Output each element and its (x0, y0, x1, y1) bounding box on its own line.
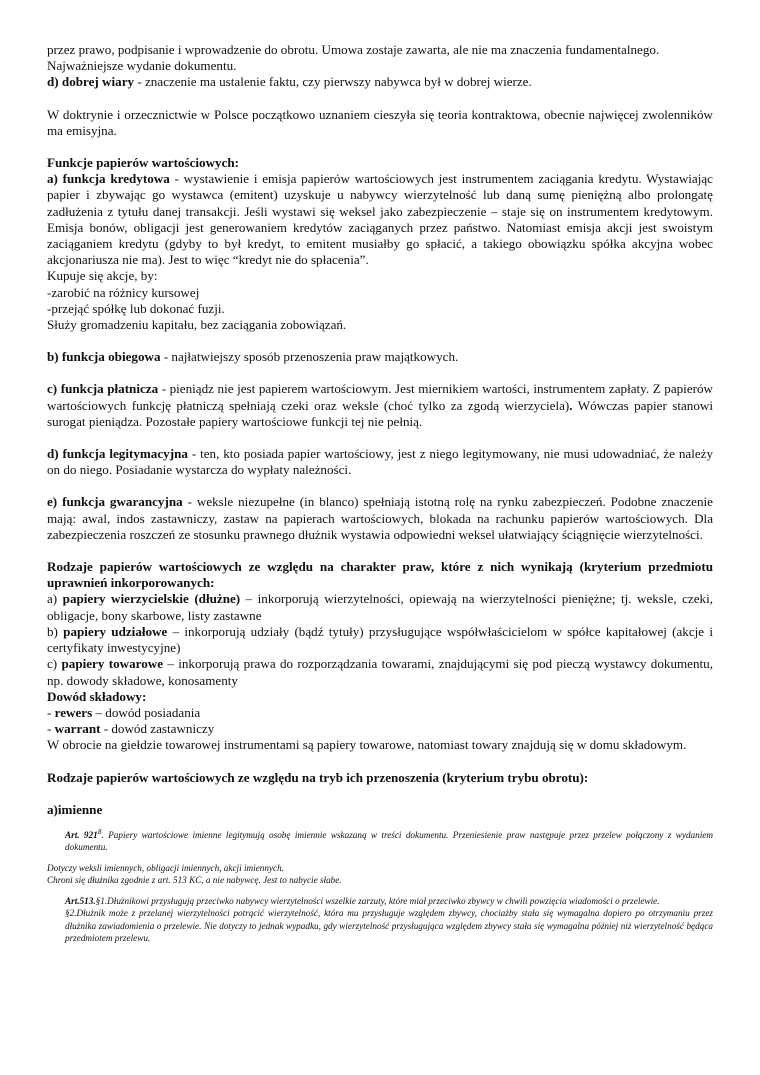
debt-securities-item (47, 591, 713, 623)
legitimation-function-text: - ten, kto posiada papier wartościowy, jest z niego legitymowany, nie musi udowadniać, że należy on do niego. Posiadanie wystarcza do wypłaty należności. (47, 446, 713, 478)
guarantee-function-label: e) funkcja gwarancyjna (47, 494, 183, 510)
credit-function-paragraph (47, 171, 713, 268)
circulation-function-text: - najłatwiejszy sposób przenoszenia praw majątkowych. (160, 349, 459, 365)
transfer-heading: Rodzaje papierów wartościowych ze względu na tryb ich przenoszenia (kryterium trybu obrotu): (47, 769, 589, 785)
payment-function-text-2: Wówczas papier stanowi surogat pieniądza. Pozostałe papiery wartościowe funkcji tej nie pełnią. (47, 397, 713, 429)
art-921-footnote (47, 826, 713, 854)
guarantee-function-paragraph (47, 494, 713, 543)
debt-securities-label: papiery wierzycielskie (dłużne) (62, 591, 241, 607)
good-faith-label: d) dobrej wiary (47, 74, 135, 90)
art-513-label: Art.513. (65, 895, 96, 906)
payment-function-label: c) funkcja płatnicza (47, 381, 159, 397)
credit-function-label: a) funkcja kredytowa (47, 171, 170, 187)
warrant-label: warrant (54, 721, 101, 737)
commodity-securities-text: – inkorporują prawa do rozporządzania towarami, znajdującymi się pod pieczą wystawcy dokumentu, np. dowody składowe, konosamenty (47, 656, 713, 688)
intro-line-1: przez prawo, podpisanie i wprowadzenie do obrotu. Umowa zostaje zawarta, ale nie ma znaczenia fundamentalnego. (47, 42, 660, 57)
rewers-prefix: - (47, 704, 55, 720)
legitimation-function-paragraph (47, 446, 713, 478)
registered-note-1: Dotyczy weksli imiennych, obligacji imiennych, akcji imiennych. (47, 862, 285, 873)
equity-securities-text: – inkorporują udziały (bądź tytuły) przysługujące współwłaścicielom w spółce kapitałowej (akcje i certyfikaty inwestycyjne) (47, 623, 713, 656)
art-513-section-1-text: §1.Dłużnikowi przysługują przeciwko nabywcy wierzytelności wszelkie zarzuty, które miał przeciwko zbywcy w chwili powzięcia wiadomości o przelewie. (95, 895, 660, 906)
intro-paragraph (47, 42, 713, 74)
payment-function-text-1: - pieniądz nie jest papierem wartościowym. Jest miernikiem wartości, instrumentem zapłaty. Z papierów wartościowych funkcję płatniczą spełniają czeki oraz weksle (choć tylko za zgodą wierzyciela) (47, 381, 713, 413)
registered-subheading: a)imienne (47, 801, 103, 817)
equity-securities-item (47, 624, 713, 656)
art-921-text: . Papiery wartościowe imienne legitymują osobę imiennie wskazaną w treści dokumentu. Przeniesienie praw następuje przez przelew połączony z wydaniem dokumentu. (65, 829, 713, 853)
art-513-section-2: §2.Dłużnik może z przelanej wierzytelności potrącić wierzytelność, która mu przysługuje względem zbywcy, chociażby stała się wymagalna dopiero po otrzymaniu przez dłużnika zawiadomienia o przelewie. Nie dotyczy to jednak wypadku, gdy wierzytelność przysługująca względem zbywcy stała się wymagalna później niż wierzytelność będąca przedmiotem przelewu. (65, 908, 713, 944)
commodity-exchange-paragraph: W obrocie na giełdzie towarowej instrumentami są papiery towarowe, natomiast towary znajdują się w domu składowym. (47, 737, 687, 753)
commodity-securities-item (47, 656, 713, 688)
equity-securities-prefix: b) (47, 623, 64, 639)
capital-sentence: Służy gromadzeniu kapitału, bez zaciągania zobowiązań. (47, 317, 347, 333)
rewers-text: – dowód posiadania (92, 704, 201, 720)
registered-note-2: Chroni się dłużnika zgodnie z art. 513 KC, a nie nabywcę. Jest to nabycie słabe. (47, 875, 342, 886)
good-faith-text: - znaczenie ma ustalenie faktu, czy pierwszy nabywca był w dobrej wierze. (134, 74, 532, 90)
functions-heading: Funkcje papierów wartościowych: (47, 155, 240, 171)
warehouse-receipt-heading: Dowód składowy: (47, 688, 147, 704)
rewers-item (47, 705, 713, 721)
buy-shares-intro: Kupuje się akcje, by: (47, 268, 158, 284)
art-921-label: Art. 921 (65, 829, 98, 840)
doctrine-paragraph: W doktrynie i orzecznictwie w Polsce początkowo uznaniem cieszyła się teoria kontraktowa, obecnie najwięcej zwolenników ma emisyjna. (47, 106, 713, 138)
debt-securities-text: – inkorporują wierzytelności, opiewają na wierzytelności pieniężne; tj. weksle, czeki, obligacje, bony skarbowe, listy zastawne (47, 591, 713, 623)
legitimation-function-label: d) funkcja legitymacyjna (47, 446, 188, 462)
payment-function-dot: . (569, 397, 573, 413)
debt-securities-prefix: a) (47, 591, 63, 607)
buy-reason-2: -przejąć spółkę lub dokonać fuzji. (47, 300, 225, 316)
intro-line-2: Najważniejsze wydanie dokumentu. (47, 58, 237, 74)
credit-function-text: - wystawienie i emisja papierów wartościowych jest instrumentem zaciągania kredytu. Wystawiając papier i zbywając go wystawca (emitent) uzyskuje u nabywcy wierzytelność lub daną sumę pieniężną albo prolongatę zadłużenia z tytułu danej transakcji. Jeśli wystawi się weksel jako zabezpieczenie – staje się on instrumentem kredytowym. Emisja bonów, obligacji jest generowaniem kredytów zaciąganych przez państwo. Natomiast emisja akcji jest swoistym zaciąganiem kredytu (gdyby to był kredyt, to emitent musiałby go spłacić, a takiego obowiązku spółka akcyjna wobec akcjonariusza nie ma). Jest to więc “kredyt nie do spłacenia”. (47, 171, 713, 268)
art-921-superscript: 8 (97, 826, 102, 836)
equity-securities-label: papiery udziałowe (63, 623, 168, 639)
art-513-section-1 (47, 895, 713, 908)
types-heading: Rodzaje papierów wartościowych ze względu na charakter praw, które z nich wynikają (kryterium przedmiotu uprawnień inkorporowanych: (47, 559, 713, 591)
guarantee-function-text: - weksle niezupełne (in blanco) spełniają istotną rolę na rynku zabezpieczeń. Podobne znaczenie mają: awal, indos zastawniczy, zastaw na papierach wartościowych, blokada na rachunku papierów wartościowych. Dla zabezpieczenia roszczeń ze stosunku prawnego dłużnik wystawia odpowiedni weksel ułatwiający ściągnięcie wierzytelności. (47, 494, 713, 542)
commodity-securities-label: papiery towarowe (61, 656, 164, 672)
warrant-text: - dowód zastawniczy (100, 721, 215, 737)
good-faith-item (47, 74, 713, 90)
warrant-prefix: - (47, 721, 55, 737)
warrant-item (47, 721, 713, 737)
circulation-function-label: b) funkcja obiegowa (47, 349, 161, 365)
payment-function-paragraph (47, 381, 713, 430)
commodity-securities-prefix: c) (47, 656, 62, 672)
buy-reason-1: -zarobić na różnicy kursowej (47, 284, 200, 300)
rewers-label: rewers (54, 704, 93, 720)
circulation-function-paragraph (47, 349, 713, 365)
